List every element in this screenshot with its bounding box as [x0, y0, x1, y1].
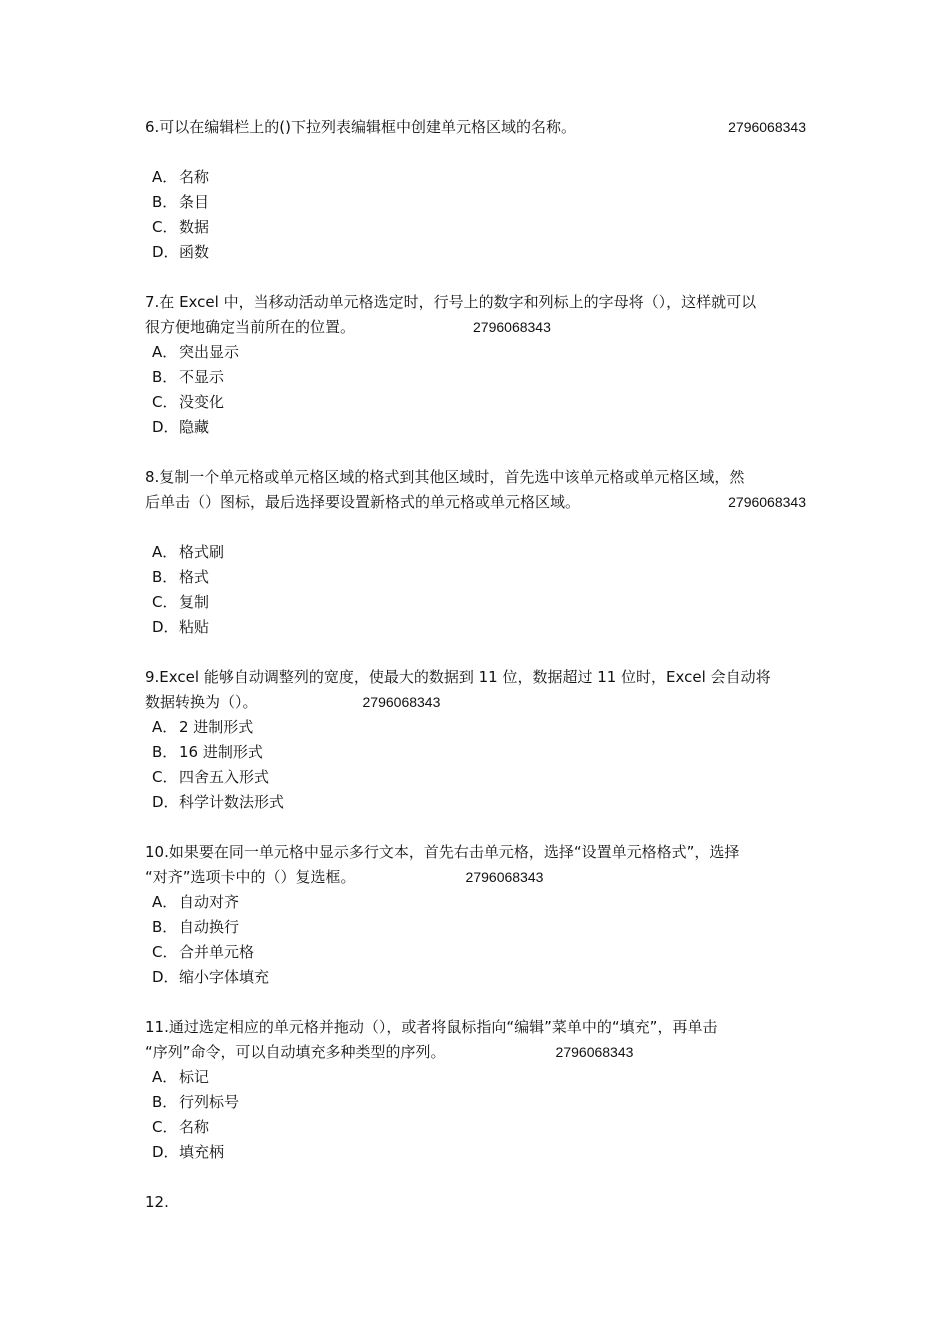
question-text: [145, 1015, 808, 1040]
question-9-line-2: 数据转换为（）。: [145, 693, 258, 711]
option-text: 科学计数法形式: [179, 793, 285, 811]
question-9: [145, 665, 808, 815]
question-text: [145, 490, 808, 515]
question-code: 2796068343: [465, 869, 544, 885]
question-text: [145, 115, 808, 140]
option-letter: A．: [152, 718, 178, 736]
option-letter: C．: [152, 393, 178, 411]
option-text: 2 进制形式: [179, 718, 254, 736]
option-text: 填充柄: [179, 1143, 225, 1161]
option-letter: D．: [152, 793, 179, 811]
question-code: 2796068343: [555, 1044, 634, 1060]
question-6: [145, 115, 808, 265]
question-11-line-2: “序列”命令，可以自动填充多种类型的序列。: [145, 1043, 446, 1061]
option-d: [152, 415, 808, 440]
option-letter: D．: [152, 968, 179, 986]
option-text: 16 进制形式: [179, 743, 263, 761]
question-8: [145, 465, 808, 640]
option-text: 自动对齐: [179, 893, 240, 911]
option-letter: C．: [152, 593, 178, 611]
option-letter: B．: [152, 193, 178, 211]
question-10-line-1: 10.如果要在同一单元格中显示多行文本，首先右击单元格，选择“设置单元格格式”，选择: [145, 843, 740, 861]
option-text: 格式: [179, 568, 210, 586]
option-letter: C．: [152, 768, 178, 786]
options-list: [145, 890, 808, 990]
option-c: [152, 215, 808, 240]
option-b: [152, 565, 808, 590]
question-text: [145, 690, 808, 715]
option-c: [152, 390, 808, 415]
option-text: 自动换行: [179, 918, 240, 936]
question-text: [145, 465, 808, 490]
option-b: [152, 915, 808, 940]
option-letter: B．: [152, 568, 178, 586]
option-text: 突出显示: [179, 343, 240, 361]
question-10: [145, 840, 808, 990]
option-a: [152, 165, 808, 190]
option-c: [152, 940, 808, 965]
options-list: [145, 1065, 808, 1165]
option-text: 隐藏: [179, 418, 210, 436]
option-a: [152, 540, 808, 565]
option-letter: D．: [152, 1143, 179, 1161]
option-text: 函数: [179, 243, 210, 261]
options-list: [145, 715, 808, 815]
option-text: 粘贴: [179, 618, 210, 636]
option-a: [152, 340, 808, 365]
option-d: [152, 790, 808, 815]
question-11: [145, 1015, 808, 1165]
option-letter: A．: [152, 893, 178, 911]
option-b: [152, 1090, 808, 1115]
option-text: 格式刷: [179, 543, 225, 561]
option-d: [152, 240, 808, 265]
option-c: [152, 590, 808, 615]
option-letter: B．: [152, 368, 178, 386]
option-c: [152, 1115, 808, 1140]
question-9-line-1: 9.Excel 能够自动调整列的宽度，使最大的数据到 11 位，数据超过 11 位时，Excel 会自动将: [145, 668, 771, 686]
option-a: [152, 715, 808, 740]
question-text: [145, 315, 808, 340]
question-text: [145, 665, 808, 690]
option-letter: D．: [152, 418, 179, 436]
options-list: [145, 340, 808, 440]
option-text: 条目: [179, 193, 210, 211]
question-7-line-1: 7.在 Excel 中，当移动活动单元格选定时，行号上的数字和列标上的字母将（），这样就可以: [145, 293, 757, 311]
question-code: 2796068343: [728, 494, 806, 510]
question-6-line-1: 6.可以在编辑栏上的()下拉列表编辑框中创建单元格区域的名称。: [145, 118, 577, 136]
option-letter: A．: [152, 543, 178, 561]
option-letter: D．: [152, 243, 179, 261]
option-d: [152, 615, 808, 640]
question-10-line-2: “对齐”选项卡中的（）复选框。: [145, 868, 356, 886]
option-letter: C．: [152, 218, 178, 236]
question-code: 2796068343: [473, 319, 551, 335]
question-text: [145, 865, 808, 890]
option-letter: B．: [152, 1093, 178, 1111]
question-8-line-1: 8.复制一个单元格或单元格区域的格式到其他区域时，首先选中该单元格或单元格区域，然: [145, 468, 745, 486]
option-a: [152, 1065, 808, 1090]
option-a: [152, 890, 808, 915]
option-d: [152, 1140, 808, 1165]
question-code: 2796068343: [728, 119, 806, 135]
options-list: [145, 165, 808, 265]
option-text: 合并单元格: [179, 943, 255, 961]
option-letter: A．: [152, 1068, 178, 1086]
option-letter: B．: [152, 918, 178, 936]
option-text: 四舍五入形式: [179, 768, 270, 786]
option-letter: A．: [152, 343, 178, 361]
option-letter: A．: [152, 168, 178, 186]
option-d: [152, 965, 808, 990]
option-text: 没变化: [179, 393, 225, 411]
option-text: 数据: [179, 218, 210, 236]
option-text: 名称: [179, 168, 210, 186]
document-page: [145, 115, 808, 1215]
option-b: [152, 190, 808, 215]
option-text: 名称: [179, 1118, 210, 1136]
option-letter: B．: [152, 743, 178, 761]
question-text: [145, 840, 808, 865]
option-text: 缩小字体填充: [179, 968, 270, 986]
option-b: [152, 365, 808, 390]
question-7-line-2: 很方便地确定当前所在的位置。: [145, 318, 356, 336]
option-text: 复制: [179, 593, 210, 611]
question-7: [145, 290, 808, 440]
question-12-number: 12.: [145, 1193, 169, 1211]
option-letter: D．: [152, 618, 179, 636]
option-letter: C．: [152, 943, 178, 961]
options-list: [145, 540, 808, 640]
option-text: 不显示: [179, 368, 225, 386]
question-8-line-2: 后单击（）图标，最后选择要设置新格式的单元格或单元格区域。: [145, 493, 581, 511]
option-c: [152, 765, 808, 790]
option-letter: C．: [152, 1118, 178, 1136]
question-code: 2796068343: [362, 694, 441, 710]
question-text: [145, 290, 808, 315]
option-text: 行列标号: [179, 1093, 240, 1111]
question-text: [145, 1040, 808, 1065]
question-11-line-1: 11.通过选定相应的单元格并拖动（），或者将鼠标指向“编辑”菜单中的“填充”，再单击: [145, 1018, 718, 1036]
option-text: 标记: [179, 1068, 210, 1086]
option-b: [152, 740, 808, 765]
